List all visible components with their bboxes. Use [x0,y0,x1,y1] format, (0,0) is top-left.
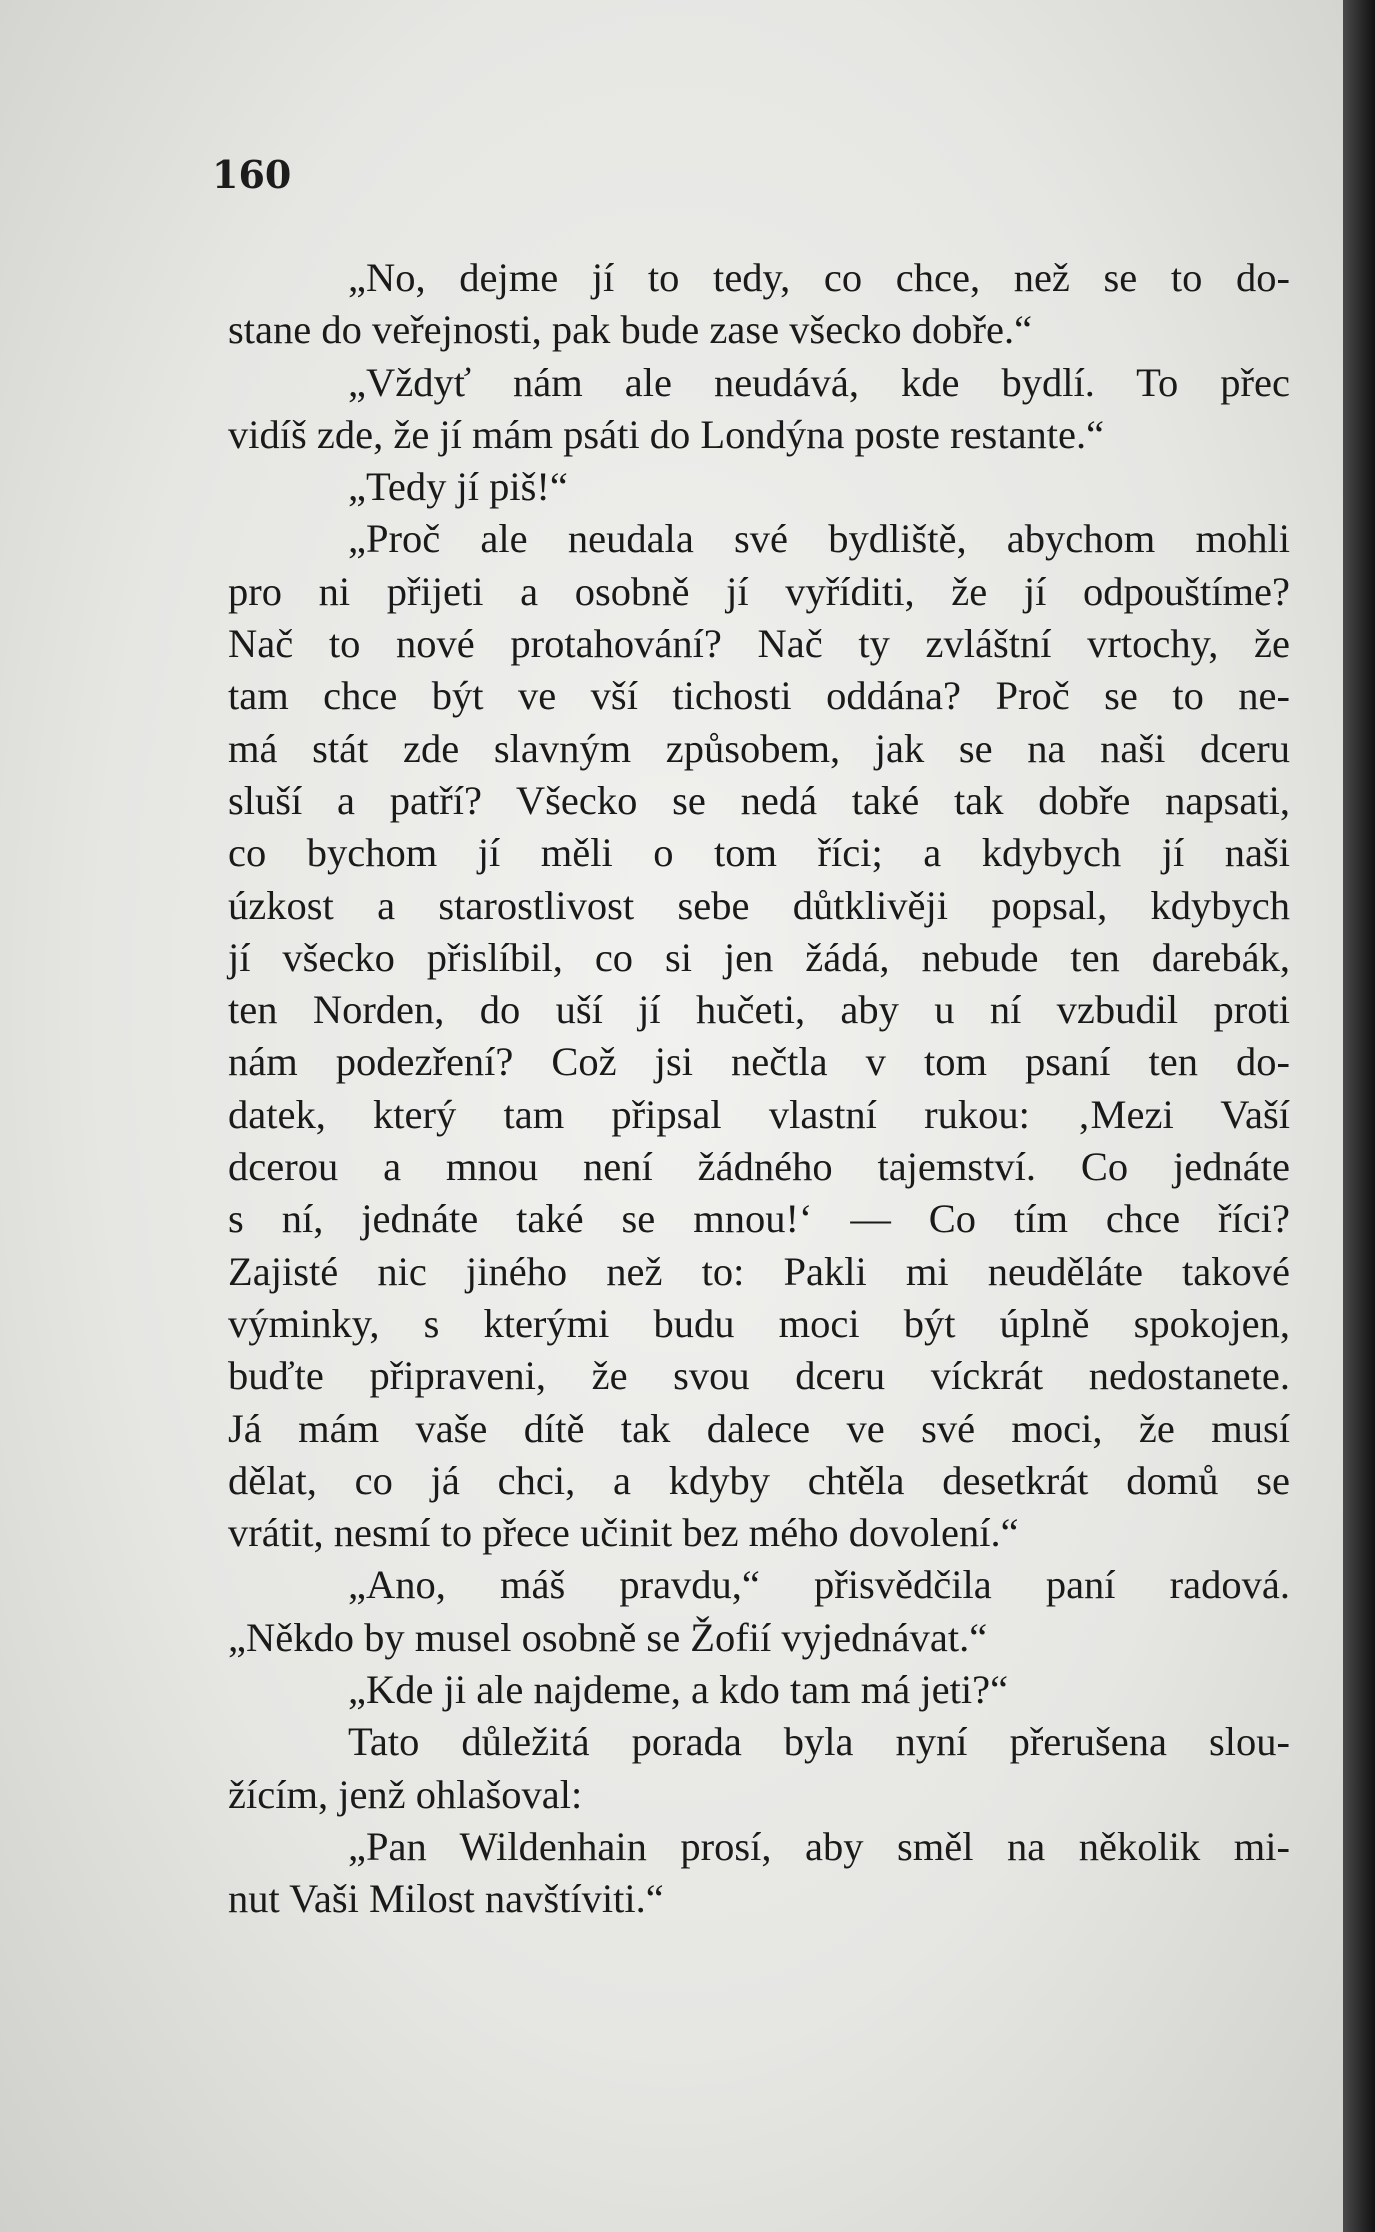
text-line: nám podezření? Což jsi nečtla v tom psaní ten do- [228,1039,1290,1085]
text-line: „Kde ji ale najdeme, a kdo tam má jeti?“ [348,1667,1009,1713]
text-line: co bychom jí měli o tom říci; a kdybych jí naši [228,830,1290,876]
page-number: 160 [212,152,292,197]
text-line: buďte připraveni, že svou dceru víckrát nedostanete. [228,1353,1290,1399]
text-line: vrátit, nesmí to přece učinit bez mého dovolení.“ [228,1510,1019,1556]
text-line: stane do veřejnosti, pak bude zase všecko dobře.“ [228,307,1033,353]
text-line: Zajisté nic jiného než to: Pakli mi neuděláte takové [228,1248,1290,1294]
text-line: vidíš zde, že jí mám psáti do Londýna poste restante.“ [228,411,1105,457]
text-line: ten Norden, do uší jí hučeti, aby u ní vzbudil proti [228,987,1290,1033]
text-line: „Vždyť nám ale neudává, kde bydlí. To přec [348,359,1290,405]
text-line: datek, který tam připsal vlastní rukou: ‚Mezi Vaší [228,1091,1290,1137]
text-line: Nač to nové protahování? Nač ty zvláštní vrtochy, že [228,621,1290,667]
text-line: „Někdo by musel osobně se Žofií vyjednávat.“ [228,1614,988,1660]
text-line: tam chce být ve vší tichosti oddána? Proč se to ne- [228,673,1290,719]
text-line: výminky, s kterými budu moci být úplně spokojen, [228,1300,1290,1346]
text-line: má stát zde slavným způsobem, jak se na naši dceru [228,725,1290,771]
text-line: „Pan Wildenhain prosí, aby směl na několik mi- [348,1823,1290,1869]
text-line: „Tedy jí piš!“ [348,464,568,510]
text-line: „No, dejme jí to tedy, co chce, než se to do- [348,255,1290,300]
text-line: s ní, jednáte také se mnou!‘ — Co tím chce říci? [228,1196,1290,1242]
text-line: nut Vaši Milost navštíviti.“ [228,1876,664,1922]
text-line: žícím, jenž ohlašoval: [228,1771,583,1817]
page-edge-shadow [1343,0,1375,2232]
text-line: dcerou a mnou není žádného tajemství. Co jednáte [228,1144,1290,1190]
body-text [228,252,1290,1926]
text-line: „Ano, máš pravdu,“ přisvědčila paní radová. [348,1562,1290,1608]
text-line: Tato důležitá porada byla nyní přerušena slou- [348,1719,1290,1765]
text-line: pro ni přijeti a osobně jí vyříditi, že jí odpouštíme? [228,568,1290,614]
text-line: Já mám vaše dítě tak dalece ve své moci, že musí [228,1405,1290,1451]
text-line: dělat, co já chci, a kdyby chtěla desetkrát domů se [228,1457,1290,1503]
text-line: „Proč ale neudala své bydliště, abychom mohli [348,516,1290,562]
text-line: úzkost a starostlivost sebe důtklivěji popsal, kdybych [228,882,1290,928]
text-line: sluší a patří? Všecko se nedá také tak dobře napsati, [228,777,1290,823]
text-line: jí všecko přislíbil, co si jen žádá, nebude ten darebák, [228,934,1290,980]
